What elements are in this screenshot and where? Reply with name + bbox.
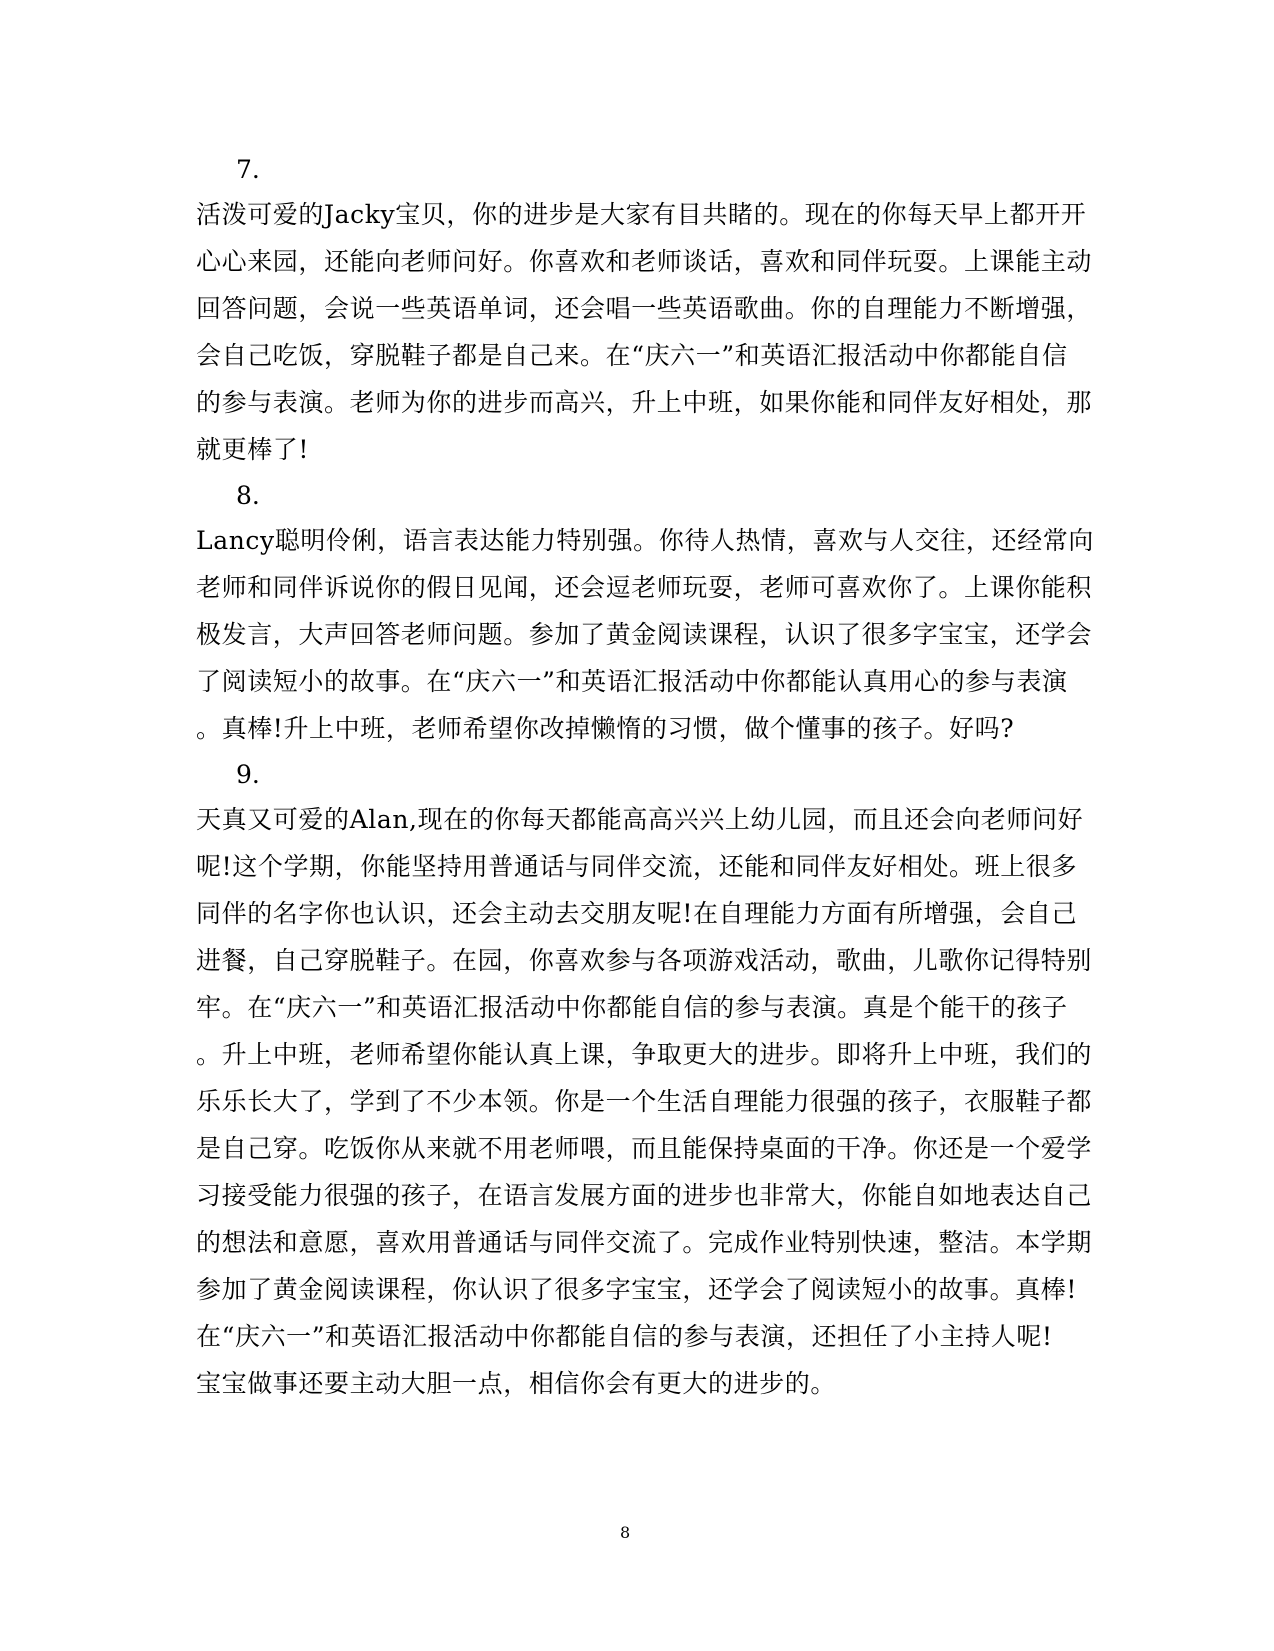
entry-number-7: 7. <box>236 155 260 184</box>
paragraph-line: 老师和同伴诉说你的假日见闻，还会逗老师玩耍，老师可喜欢你了。上课你能积 <box>196 573 1093 602</box>
paragraph-line: 活泼可爱的Jacky宝贝，你的进步是大家有目共睹的。现在的你每天早上都开开 <box>196 200 1087 229</box>
page-number: 8 <box>620 1523 631 1542</box>
paragraph-line: 。真棒!升上中班，老师希望你改掉懒惰的习惯，做个懂事的孩子。好吗? <box>196 714 1015 743</box>
paragraph-line: 的想法和意愿，喜欢用普通话与同伴交流了。完成作业特别快速，整洁。本学期 <box>196 1228 1093 1257</box>
entry-number-8: 8. <box>236 481 260 510</box>
paragraph-line: 。升上中班，老师希望你能认真上课，争取更大的进步。即将升上中班，我们的 <box>196 1040 1093 1069</box>
paragraph-line: 回答问题，会说一些英语单词，还会唱一些英语歌曲。你的自理能力不断增强， <box>196 294 1093 323</box>
paragraph-line: 极发言，大声回答老师问题。参加了黄金阅读课程，认识了很多字宝宝，还学会 <box>196 620 1093 649</box>
paragraph-line: 参加了黄金阅读课程，你认识了很多字宝宝，还学会了阅读短小的故事。真棒! <box>196 1275 1078 1304</box>
paragraph-line: 是自己穿。吃饭你从来就不用老师喂，而且能保持桌面的干净。你还是一个爱学 <box>196 1134 1093 1163</box>
paragraph-line: 心心来园，还能向老师问好。你喜欢和老师谈话，喜欢和同伴玩耍。上课能主动 <box>196 247 1093 276</box>
paragraph-line: 会自己吃饭，穿脱鞋子都是自己来。在“庆六一”和英语汇报活动中你都能自信 <box>196 341 1068 370</box>
paragraph-line: 宝宝做事还要主动大胆一点，相信你会有更大的进步的。 <box>196 1369 837 1398</box>
paragraph-line: Lancy聪明伶俐，语言表达能力特别强。你待人热情，喜欢与人交往，还经常向 <box>196 526 1094 555</box>
entry-number-9: 9. <box>236 760 260 789</box>
paragraph-line: 了阅读短小的故事。在“庆六一”和英语汇报活动中你都能认真用心的参与表演 <box>196 667 1068 696</box>
paragraph-line: 进餐，自己穿脱鞋子。在园，你喜欢参与各项游戏活动，歌曲，儿歌你记得特别 <box>196 946 1093 975</box>
paragraph-line: 天真又可爱的Alan,现在的你每天都能高高兴兴上幼儿园，而且还会向老师问好 <box>196 805 1084 834</box>
paragraph-line: 习接受能力很强的孩子，在语言发展方面的进步也非常大，你能自如地表达自己 <box>196 1181 1093 1210</box>
paragraph-line: 在“庆六一”和英语汇报活动中你都能自信的参与表演，还担任了小主持人呢! <box>196 1322 1053 1351</box>
paragraph-line: 乐乐长大了，学到了不少本领。你是一个生活自理能力很强的孩子，衣服鞋子都 <box>196 1087 1093 1116</box>
paragraph-line: 呢!这个学期，你能坚持用普通话与同伴交流，还能和同伴友好相处。班上很多 <box>196 852 1078 881</box>
paragraph-line: 的参与表演。老师为你的进步而高兴，升上中班，如果你能和同伴友好相处，那 <box>196 388 1093 417</box>
paragraph-line: 就更棒了! <box>196 435 310 464</box>
paragraph-line: 牢。在“庆六一”和英语汇报活动中你都能自信的参与表演。真是个能干的孩子 <box>196 993 1068 1022</box>
paragraph-line: 同伴的名字你也认识，还会主动去交朋友呢!在自理能力方面有所增强，会自己 <box>196 899 1078 928</box>
